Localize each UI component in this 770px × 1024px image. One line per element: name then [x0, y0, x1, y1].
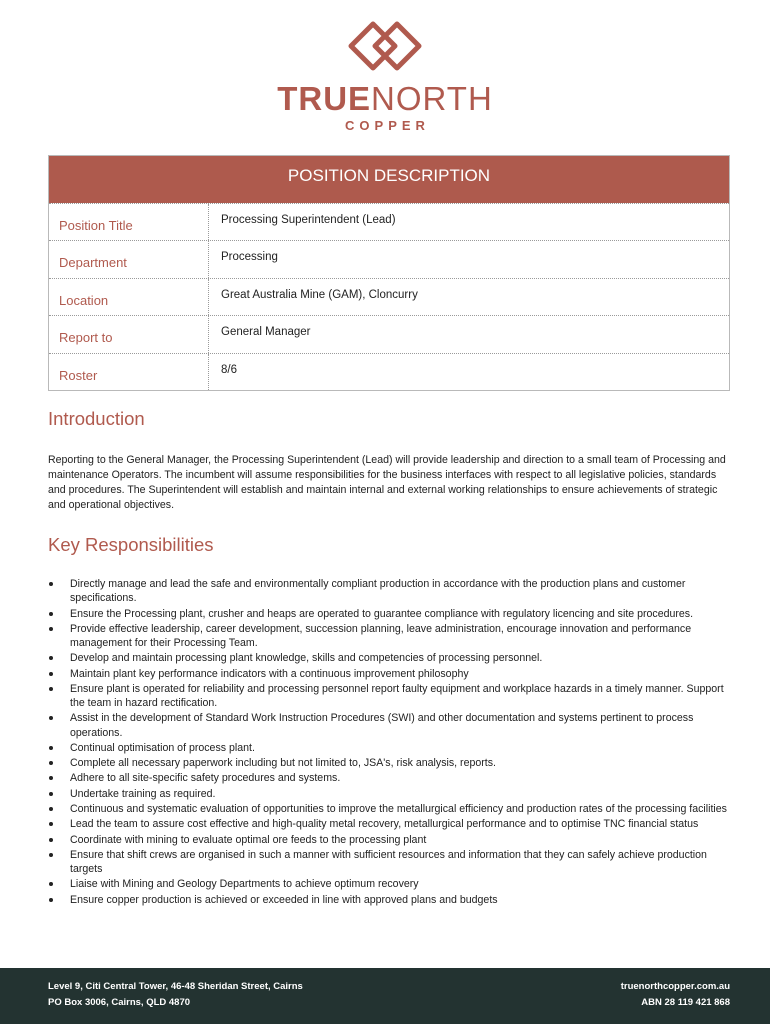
footer-website-link[interactable]: truenorthcopper.com.au [620, 981, 730, 992]
table-row [49, 203, 729, 240]
table-row [49, 353, 729, 390]
list-item: Liaise with Mining and Geology Departments to achieve optimum recovery [48, 877, 730, 891]
row-value: Processing Superintendent (Lead) [221, 214, 396, 226]
table-title: POSITION DESCRIPTION [49, 156, 729, 203]
row-label: Report to [49, 316, 209, 352]
row-label: Location [49, 279, 209, 315]
list-item: Develop and maintain processing plant knowledge, skills and competencies of processing personnel. [48, 651, 730, 665]
list-item: Coordinate with mining to evaluate optimal ore feeds to the processing plant [48, 833, 730, 847]
list-item: Directly manage and lead the safe and environmentally compliant production in accordance with the production plans and customer specifications. [48, 577, 730, 605]
row-value: 8/6 [221, 363, 237, 376]
table-row [49, 240, 729, 277]
list-item: Ensure the Processing plant, crusher and heaps are operated to guarantee compliance with regulatory licencing and site procedures. [48, 607, 730, 621]
brand-name-bold: TRUE [277, 80, 372, 117]
footer-abn: ABN 28 119 421 868 [641, 997, 730, 1008]
row-label: Roster [49, 354, 209, 390]
list-item: Adhere to all site-specific safety procedures and systems. [48, 771, 730, 785]
responsibilities-heading: Key Responsibilities [48, 534, 214, 555]
row-value: General Manager [221, 326, 311, 339]
table-row [49, 315, 729, 352]
brand-name [0, 82, 770, 116]
list-item: Lead the team to assure cost effective and high-quality metal recovery, metallurgical performance and to optimise TNC financial status [48, 817, 730, 831]
position-description-table [48, 155, 730, 391]
list-item: Continual optimisation of process plant. [48, 741, 730, 755]
list-item: Ensure plant is operated for reliability and processing personnel report faulty equipment and workplace hazards in a timely manner. Support the team in hazard rectification. [48, 682, 730, 710]
row-value: Great Australia Mine (GAM), Cloncurry [221, 288, 418, 301]
list-item: Provide effective leadership, career development, succession planning, leave administration, encourage innovation and performance management for their Processing Team. [48, 622, 730, 650]
company-logo [0, 18, 770, 133]
logo-mark-icon [345, 18, 425, 78]
footer-address [48, 979, 303, 1011]
footer-contact [621, 979, 730, 1011]
introduction-heading: Introduction [48, 408, 145, 429]
list-item: Ensure copper production is achieved or exceeded in line with approved plans and budgets [48, 893, 730, 907]
list-item: Assist in the development of Standard Work Instruction Procedures (SWI) and other documentation and systems pertinent to process operations. [48, 711, 730, 739]
list-item: Ensure that shift crews are organised in such a manner with sufficient resources and information that they can safely achieve production targets [48, 848, 730, 876]
footer-address-line2: PO Box 3006, Cairns, QLD 4870 [48, 997, 191, 1008]
row-label: Department [49, 241, 209, 277]
list-item: Maintain plant key performance indicators with a continuous improvement philosophy [48, 667, 730, 681]
row-label: Position Title [49, 204, 209, 240]
footer-address-line1: Level 9, Citi Central Tower, 46-48 Sheridan Street, Cairns [48, 981, 303, 992]
brand-subtitle: COPPER [345, 118, 430, 133]
introduction-body: Reporting to the General Manager, the Processing Superintendent (Lead) will provide leadership and direction to a small team of Processing and maintenance Operators. The incumbent will assume responsibilities for the business interfaces with respect to all legislative policies, standards and procedures. The Superintendent will establish and maintain internal and external working relationships to ensure achievements of strategic and operational objectives. [48, 454, 726, 511]
page-footer [0, 968, 770, 1024]
table-row [49, 278, 729, 315]
list-item: Complete all necessary paperwork including but not limited to, JSA's, risk analysis, reports. [48, 756, 730, 770]
row-value: Processing [221, 251, 278, 264]
brand-name-light: NORTH [371, 80, 493, 117]
list-item: Continuous and systematic evaluation of opportunities to improve the metallurgical efficiency and production rates of the processing facilities [48, 802, 730, 816]
list-item: Undertake training as required. [48, 787, 730, 801]
responsibilities-list [48, 577, 730, 908]
